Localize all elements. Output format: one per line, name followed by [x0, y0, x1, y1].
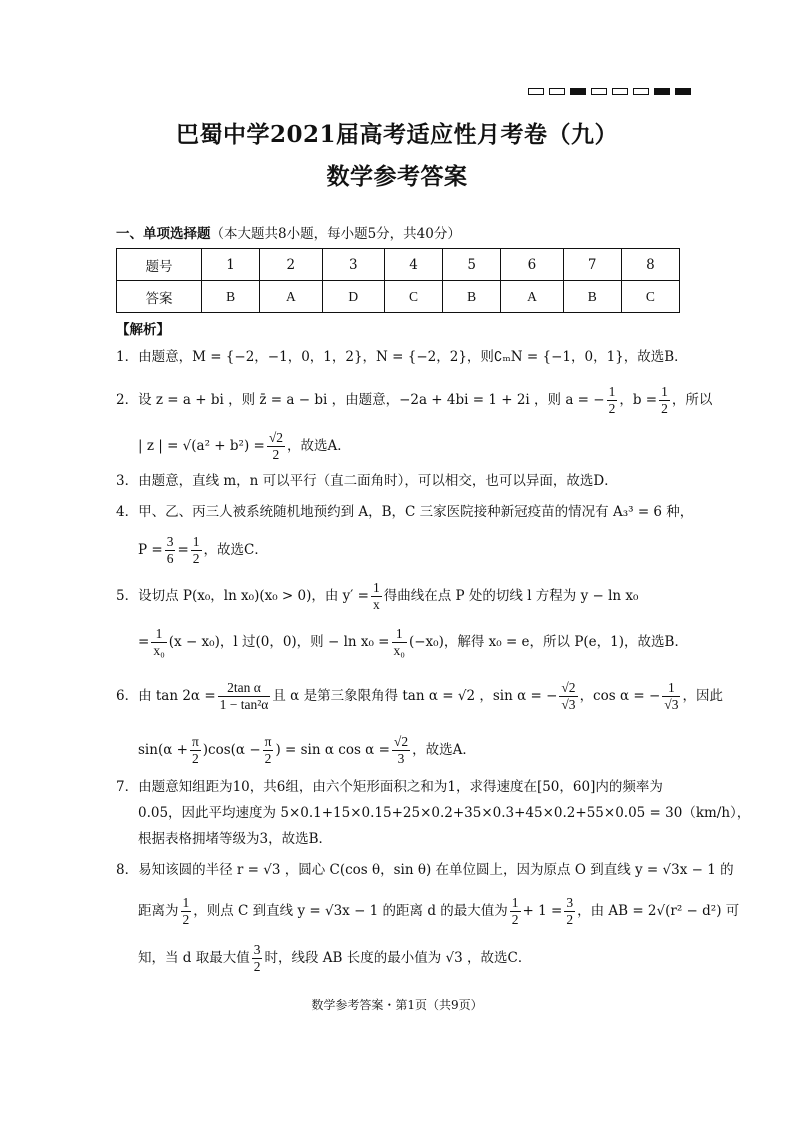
solution-text: ，b =: [619, 392, 658, 408]
solution-1: 1．由题意，M = {−2，−1，0，1，2}，N = {−2，2}，则∁ₘN = {−1，0，1}，故选B．: [116, 349, 688, 365]
solution-text: P =: [138, 542, 163, 558]
solution-text: 6．由 tan 2α =: [116, 688, 216, 704]
fraction: $\frac{√2}{√3}$: [561, 680, 576, 712]
solution-4-line-1: 4．甲、乙、丙三人被系统随机地预约到 A，B，C 三家医院接种新冠疫苗的情况有 A₃³ = 6 种，: [116, 504, 694, 520]
fraction: $\frac{√2}{3}$: [393, 734, 409, 766]
table-row: [117, 249, 680, 281]
table-cell: 7: [563, 249, 621, 281]
solution-text: 且 α 是第三象限角得 tan α = √2 ，sin α = −: [272, 688, 558, 704]
solution-text: (x − x₀)，l 过(0，0)，则 − ln x₀ =: [168, 634, 390, 650]
solution-3: 3．由题意，直线 m，n 可以平行（直二面角时），可以相交，也可以异面，故选D．: [116, 473, 618, 489]
code-mark: [570, 88, 586, 95]
solution-text: (−x₀)，解得 x₀ = e，所以 P(e，1)，故选B．: [408, 634, 688, 650]
table-cell: C: [384, 281, 442, 313]
fraction: $\frac{3}{6}$: [166, 534, 174, 566]
fraction: $\frac{1}{2}$: [192, 534, 200, 566]
solution-text: | z | = √(a² + b²) =: [138, 438, 265, 454]
page-title: 巴蜀中学2021届高考适应性月考卷（九）: [175, 121, 618, 148]
table-cell: A: [501, 281, 563, 313]
solution-text: )cos(α −: [202, 742, 261, 758]
table-row: [117, 281, 680, 313]
fraction: $\frac{\text{2tan α}}{\text{1 − tan²α}}$: [219, 680, 269, 712]
solution-8-line-1: 8．易知该圆的半径 r = √3 ，圆心 C(cos θ，sin θ) 在单位圆上，因为原点 O 到直线 y = √3x − 1 的: [116, 862, 734, 878]
solution-6-line-1: [116, 680, 723, 713]
solution-text: 得曲线在点 P 处的切线 l 方程为 y − ln x₀: [383, 588, 639, 604]
code-mark: [675, 88, 691, 95]
solution-text: ，故选A．: [287, 438, 351, 454]
code-mark: [549, 88, 565, 95]
solution-text: 2．设 z = a + bi ，则 z̄ = a − bi ，由题意，−2a + 4bi = 1 + 2i ，则 a = −: [116, 392, 605, 408]
solution-text: ，因此: [682, 688, 723, 704]
table-cell: 6: [501, 249, 563, 281]
fraction: $\frac{\pi}{2}$: [264, 734, 272, 766]
section-note: （本大题共8小题，每小题5分，共40分）: [210, 226, 461, 242]
code-mark: [591, 88, 607, 95]
fraction: $\frac{1}{2}$: [182, 895, 190, 927]
solution-2-line-1: [116, 384, 713, 417]
solution-8-line-2: [138, 895, 740, 928]
table-cell: 5: [443, 249, 501, 281]
code-mark: [654, 88, 670, 95]
solution-text: sin(α +: [138, 742, 188, 758]
fraction: $\frac{1}{2}$: [511, 895, 519, 927]
fraction: $\frac{3}{2}$: [253, 942, 261, 974]
solution-5-line-1: [116, 580, 682, 613]
fraction: $\frac{\pi}{2}$: [191, 734, 199, 766]
table-header-cell: 题号: [117, 249, 202, 281]
header-code-marks: [528, 88, 691, 95]
solution-text: ，所以: [671, 392, 713, 408]
fraction: $\frac{1}{x}$: [372, 580, 380, 612]
table-cell: B: [563, 281, 621, 313]
table-cell: 8: [621, 249, 679, 281]
table-cell: 3: [322, 249, 384, 281]
solution-text: 时，线段 AB 长度的最小值为 √3 ，故选C．: [264, 950, 532, 966]
section-heading: [116, 222, 461, 242]
solution-7-line-3: 根据表格拥堵等级为3，故选B．: [138, 831, 333, 847]
fraction: $\frac{1}{\text{x₀}}$: [153, 626, 165, 658]
table-cell: D: [322, 281, 384, 313]
analysis-label: 【解析】: [116, 322, 170, 338]
table-cell: 1: [202, 249, 260, 281]
solution-8-line-3: [138, 942, 704, 975]
solution-7-line-1: 7．由题意知组距为10，共6组，由六个矩形面积之和为1，求得速度在[50，60]内的频率为: [116, 779, 663, 795]
table-header-cell: 答案: [117, 281, 202, 313]
solution-text: 知，当 d 取最大值: [138, 950, 250, 966]
solution-text: ，故选A．: [412, 742, 476, 758]
fraction: $\frac{1}{√3}$: [664, 680, 679, 712]
solution-4-line-2: [138, 534, 704, 567]
page-footer: 数学参考答案・第1页（共9页）: [311, 998, 483, 1012]
solution-2-line-2: [138, 430, 704, 463]
solution-text: 距离为: [138, 903, 179, 919]
fraction: $\frac{√2}{2}$: [268, 430, 284, 462]
fraction: $\frac{3}{2}$: [566, 895, 574, 927]
table-cell: B: [202, 281, 260, 313]
solution-text: + 1 =: [522, 903, 563, 919]
solution-text: =: [138, 634, 150, 650]
answer-table: [116, 248, 680, 313]
code-mark: [633, 88, 649, 95]
page-subtitle: 数学参考答案: [326, 163, 468, 190]
fraction: $\frac{1}{2}$: [608, 384, 616, 416]
solution-6-line-2: [138, 734, 704, 767]
solution-text: 5．设切点 P(x₀，ln x₀)(x₀ > 0)，由 y′ =: [116, 588, 369, 604]
solution-text: ，则点 C 到直线 y = √3x − 1 的距离 d 的最大值为: [193, 903, 508, 919]
solution-7-line-2: 0.05，因此平均速度为 5×0.1+15×0.15+25×0.2+35×0.3+45×0.2+55×0.05 = 30（km/h），: [138, 805, 751, 821]
fraction: $\frac{1}{2}$: [661, 384, 668, 416]
solution-text: =: [177, 542, 189, 558]
section-label: 一、单项选择题: [116, 226, 211, 242]
fraction: $\frac{1}{\text{x₀}}$: [393, 626, 405, 658]
table-cell: C: [621, 281, 679, 313]
solution-text: ，由 AB = 2√(r² − d²) 可: [577, 903, 740, 919]
code-mark: [528, 88, 544, 95]
solution-text: ，故选C．: [203, 542, 268, 558]
solution-text: ) = sin α cos α =: [275, 742, 390, 758]
code-mark: [612, 88, 628, 95]
solution-text: ，cos α = −: [579, 688, 661, 704]
solution-5-line-2: [138, 626, 704, 659]
table-cell: 4: [384, 249, 442, 281]
table-cell: B: [443, 281, 501, 313]
table-cell: 2: [260, 249, 322, 281]
table-cell: A: [260, 281, 322, 313]
